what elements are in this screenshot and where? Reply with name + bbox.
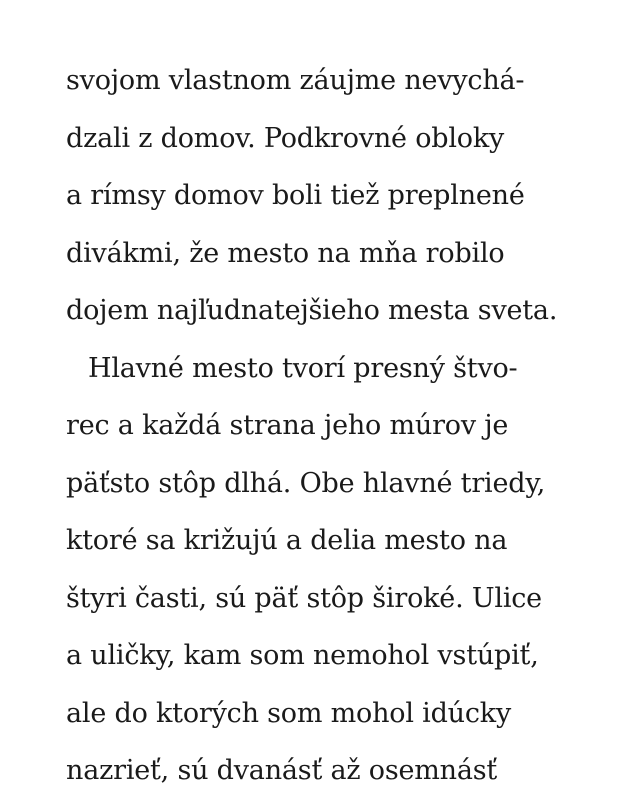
body-text: [66, 52, 596, 800]
text-line: a rímsy domov boli tiež preplnené: [66, 180, 525, 211]
text-line: dzali z domov. Podkrovné obloky: [66, 122, 505, 154]
text-line: divákmi, že mesto na mňa robilo: [66, 237, 505, 269]
text-line: a uličky, kam som nemohol vstúpiť,: [66, 640, 539, 671]
text-line: štyri časti, sú päť stôp široké. Ulice: [66, 582, 542, 614]
text-line: nazrieť, sú dvanásť až osemnásť: [66, 755, 498, 786]
text-line: ale do ktorých som mohol idúcky: [66, 697, 511, 729]
text-line: päťsto stôp dlhá. Obe hlavné triedy,: [66, 467, 546, 499]
text-line: dojem najľudnatejšieho mesta sveta.: [66, 295, 558, 326]
text-line: ktoré sa križujú a delia mesto na: [66, 525, 508, 556]
text-line: svojom vlastnom záujme nevychá-: [66, 65, 525, 96]
paragraph-start-line: Hlavné mesto tvorí presný štvo-: [88, 352, 518, 384]
text-line: rec a každá strana jeho múrov je: [66, 410, 509, 441]
